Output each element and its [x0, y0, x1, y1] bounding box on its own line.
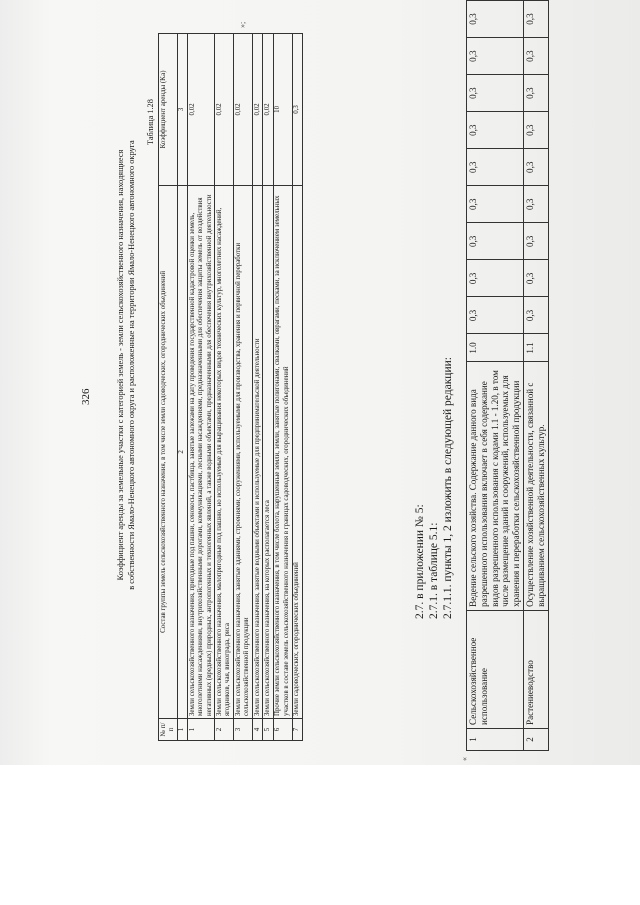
row-value: 0,02: [253, 34, 263, 186]
table-row: [467, 1, 524, 751]
coefficient-cell: 0,3: [523, 260, 548, 297]
row-value: 0,02: [188, 34, 215, 186]
row-text: Земли сельскохозяйственного назначения, пригодные под пашни, сенокосы, пастбища, занятые залежами на дату проведения государственной кадастровой оценки земель, многолетними насаждениями, внутрихозяйственными дорогами, коммуникациями, лесными насаждениями, предназначенными для обеспечения защиты земель от воздействия негативных (вредных) природных, антропогенных и техногенных явлений, а также водными объектами, предназначенными для обеспечения внутрихозяйственной деятельности: [188, 185, 215, 718]
row-text: Земли сельскохозяйственного назначения, занятые водными объектами и используемые для предпринимательской деятельности: [253, 185, 263, 718]
row-value: 0,02: [215, 34, 234, 186]
row-text: Земли садоводческих, огороднических объединений: [292, 185, 302, 718]
paragraph-items: 2.7.1.1. пункты 1, 2 изложить в следующей редакции:: [442, 357, 454, 619]
row-text: Земли сельскохозяйственного назначения, на которых располагается леса: [263, 185, 273, 718]
table-row: [234, 34, 253, 741]
table-row: [273, 34, 292, 741]
row-text: Прочие земли сельскохозяйственного назначения, в том числе болота, нарушенные земли, земли, занятые полигонами, свалками, оврагами, песками, за исключением земельных участков в составе земель сельскохозяйственного назначения в границах садоводческих, огороднических объединений: [273, 185, 292, 718]
coefficient-cell: 0,3: [467, 223, 524, 260]
paragraph-table: 2.7.1. в таблице 5.1:: [428, 522, 440, 619]
row-value: 10: [273, 34, 292, 186]
coefficient-cell: 0,3: [523, 75, 548, 112]
coefficient-cell: 0,3: [467, 149, 524, 186]
coefficient-cell: 0,3: [467, 186, 524, 223]
index-cell: 3: [177, 34, 187, 186]
caption-line-1: Коэффициент аренды за земельные участки с категорией земель - земли сельскохозяйственного назначения, находящиеся: [116, 149, 125, 581]
row-number: 4: [253, 719, 263, 741]
header-number: № п/п: [159, 719, 178, 741]
table-row: [253, 34, 263, 741]
closing-quote-mark: »;: [238, 21, 247, 28]
usage-name: Растениеводство: [523, 610, 548, 728]
usage-table: [466, 0, 549, 751]
usage-code: 1.0: [467, 334, 524, 362]
row-text: Земли сельскохозяйственного назначения, малопригодные под пашню, но используемые для выращивания некоторых видов технических культур, многолетних насаждений, ягодников, чая, винограда, риса: [215, 185, 234, 718]
table-row: [188, 34, 215, 741]
index-cell: 2: [177, 185, 187, 718]
caption-line-2: в собственности Ямало-Ненецкого автономного округа и расположенные на территории Ямало-Ненецкого автономного округа: [127, 140, 136, 590]
row-number: 7: [292, 719, 302, 741]
coefficient-cell: 0,3: [467, 38, 524, 75]
table-header-row: [159, 34, 178, 741]
coefficient-cell: 0,3: [523, 149, 548, 186]
row-number: 2: [215, 719, 234, 741]
coefficient-cell: 0,3: [523, 186, 548, 223]
table-row: [523, 1, 548, 751]
coefficient-cell: 0,3: [467, 75, 524, 112]
coefficient-cell: 0,3: [523, 1, 548, 38]
row-number: 2: [523, 728, 548, 750]
table-index-row: [177, 34, 187, 741]
index-cell: 1: [177, 719, 187, 741]
page-bottom-margin: [0, 765, 640, 905]
table-row: [263, 34, 273, 741]
table-label: Таблица 1.28: [146, 99, 155, 145]
page-number: 326: [80, 388, 92, 405]
header-composition: Состав группы земель сельскохозяйственного назначения, в том числе земли садоводческих, огороднических объединений: [159, 185, 178, 718]
coefficient-cell: 0,3: [467, 1, 524, 38]
row-number: 6: [273, 719, 292, 741]
usage-code: 1.1: [523, 334, 548, 362]
coefficient-cell: 0,3: [523, 112, 548, 149]
row-number: 3: [234, 719, 253, 741]
coefficient-cell: 0,3: [523, 223, 548, 260]
usage-description: Осуществление хозяйственной деятельности, связанной с выращиванием сельскохозяйственных культур.: [523, 362, 548, 610]
opening-quote-mark: «: [460, 757, 469, 761]
coefficient-cell: 0,3: [467, 112, 524, 149]
coefficient-cell: 0,3: [467, 260, 524, 297]
coefficient-cell: 0,3: [467, 297, 524, 334]
row-number: 1: [188, 719, 215, 741]
row-text: Земли сельскохозяйственного назначения, занятые зданиями, строениями, сооружениями, используемыми для производства, хранения и первичной переработки сельскохозяйственной продукции: [234, 185, 253, 718]
row-value: 0,02: [234, 34, 253, 186]
header-coefficient: Коэффициент аренды (Ka): [159, 34, 178, 186]
usage-description: Ведение сельского хозяйства. Содержание данного вида разрешенного использования включает в себя содержание видов разрешенного использования с кодами 1.1 - 1.20, в том числе размещение зданий и сооружений, используемых для хранения и переработки сельскохозяйственной продукции: [467, 362, 524, 610]
row-number: 1: [467, 728, 524, 750]
row-value: 0,3: [292, 34, 302, 186]
row-number: 5: [263, 719, 273, 741]
row-value: 0,02: [263, 34, 273, 186]
usage-name: Сельскохозяйственное использование: [467, 610, 524, 728]
table-row: [292, 34, 302, 741]
coefficient-table: [158, 33, 303, 741]
coefficient-cell: 0,3: [523, 38, 548, 75]
paragraph-appendix: 2.7. в приложении № 5:: [414, 504, 426, 619]
coefficient-cell: 0,3: [523, 297, 548, 334]
table-row: [215, 34, 234, 741]
